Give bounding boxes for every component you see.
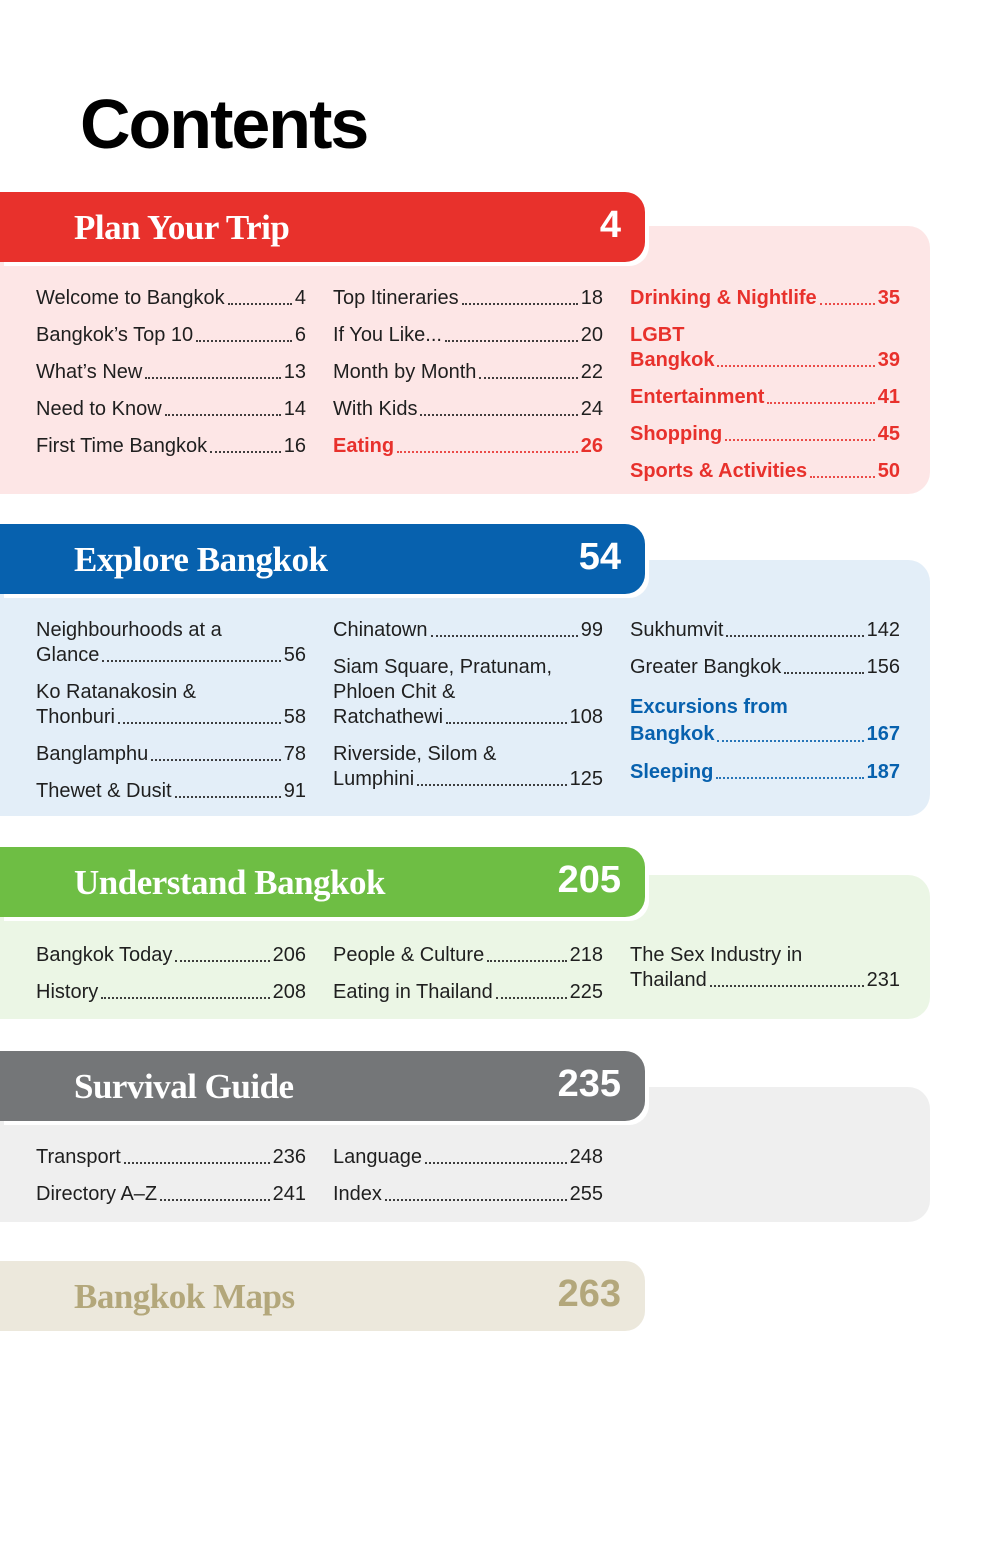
toc-entry-highlight[interactable] <box>630 286 900 311</box>
entry-page: 206 <box>272 944 306 966</box>
entry-label-line: Riverside, Silom & <box>333 743 497 765</box>
leader-dots <box>431 635 578 637</box>
entry-page: 91 <box>283 780 306 802</box>
understand-column-2 <box>333 943 603 1017</box>
toc-entry[interactable] <box>36 943 306 968</box>
leader-dots <box>417 784 566 786</box>
leader-dots <box>145 377 280 379</box>
section-plan-your-trip <box>0 192 1008 494</box>
toc-entry[interactable] <box>36 779 306 804</box>
leader-dots <box>165 414 281 416</box>
entry-page: 6 <box>294 324 306 346</box>
entry-page: 13 <box>283 361 306 383</box>
toc-entry[interactable] <box>333 1182 603 1207</box>
entry-page: 4 <box>294 287 306 309</box>
leader-dots <box>118 722 281 724</box>
leader-dots <box>160 1199 269 1201</box>
entry-label: History <box>36 981 99 1003</box>
leader-dots <box>496 997 567 999</box>
entry-page: 99 <box>580 619 603 641</box>
section-bangkok-maps <box>0 1261 1008 1331</box>
toc-entry[interactable] <box>333 980 603 1005</box>
leader-dots <box>151 759 280 761</box>
entry-label: Sports & Activities <box>630 460 808 482</box>
plan-page-number: 4 <box>599 204 621 246</box>
understand-page-number: 205 <box>557 859 621 901</box>
entry-label: With Kids <box>333 398 418 420</box>
leader-dots <box>716 777 863 779</box>
entry-label: Bangkok <box>630 723 715 745</box>
toc-entry[interactable] <box>333 1145 603 1170</box>
entry-label-line: Neighbourhoods at a <box>36 619 222 641</box>
section-survival-guide <box>0 1051 1008 1222</box>
entry-label: If You Like... <box>333 324 442 346</box>
survival-title: Survival Guide <box>74 1067 294 1106</box>
leader-dots <box>810 476 875 478</box>
entry-label-line: LGBT <box>630 324 685 346</box>
leader-dots <box>228 303 292 305</box>
entry-label-line: Excursions from <box>630 696 788 718</box>
entry-label: Glance <box>36 644 100 666</box>
entry-page: 16 <box>283 435 306 457</box>
plan-title: Plan Your Trip <box>74 208 290 247</box>
entry-page: 241 <box>272 1183 306 1205</box>
survival-page-number: 235 <box>557 1063 621 1105</box>
entry-label-line: Ko Ratanakosin & <box>36 681 197 703</box>
toc-entry[interactable] <box>36 397 306 422</box>
entry-label: Sukhumvit <box>630 619 724 641</box>
explore-page-number: 54 <box>578 536 621 578</box>
toc-entry[interactable] <box>36 1182 306 1207</box>
leader-dots <box>196 340 292 342</box>
toc-entry-highlight[interactable] <box>630 422 900 447</box>
toc-entry[interactable] <box>333 943 603 968</box>
entry-page: 187 <box>866 761 900 783</box>
entry-label: Eating in Thailand <box>333 981 493 1003</box>
entry-label: Bangkok Today <box>36 944 173 966</box>
understand-column-1 <box>36 943 306 1017</box>
entry-label-line: The Sex Industry in <box>630 944 803 966</box>
leader-dots <box>102 660 280 662</box>
plan-column-2 <box>333 286 603 471</box>
toc-entry-highlight[interactable] <box>630 459 900 484</box>
leader-dots <box>726 635 863 637</box>
section-understand-bangkok <box>0 847 1008 1019</box>
entry-label: Thonburi <box>36 706 115 728</box>
toc-entry[interactable] <box>36 1145 306 1170</box>
entry-page: 14 <box>283 398 306 420</box>
toc-entry-highlight[interactable] <box>630 385 900 410</box>
toc-entry-highlight[interactable] <box>630 694 900 748</box>
survival-banner[interactable] <box>0 1051 645 1121</box>
entry-page: 236 <box>272 1146 306 1168</box>
leader-dots <box>210 451 281 453</box>
entry-page: 218 <box>569 944 603 966</box>
entry-page: 20 <box>580 324 603 346</box>
toc-entry[interactable] <box>36 360 306 385</box>
leader-dots <box>445 340 578 342</box>
leader-dots <box>767 402 874 404</box>
leader-dots <box>425 1162 567 1164</box>
toc-entry[interactable] <box>36 434 306 459</box>
survival-column-1 <box>36 1145 306 1219</box>
explore-title: Explore Bangkok <box>74 540 328 579</box>
entry-page: 35 <box>877 287 900 309</box>
toc-entry[interactable] <box>630 655 900 680</box>
entry-label: Bangkok’s Top 10 <box>36 324 194 346</box>
entry-page: 26 <box>580 435 603 457</box>
entry-page: 142 <box>866 619 900 641</box>
entry-page: 125 <box>569 768 603 790</box>
entry-page: 22 <box>580 361 603 383</box>
plan-column-1 <box>36 286 306 471</box>
toc-entry[interactable] <box>333 397 603 422</box>
leader-dots <box>124 1162 270 1164</box>
entry-page: 167 <box>866 723 900 745</box>
leader-dots <box>710 985 864 987</box>
understand-banner[interactable] <box>0 847 645 917</box>
understand-title: Understand Bangkok <box>74 863 385 902</box>
entry-label: Index <box>333 1183 382 1205</box>
entry-page: 208 <box>272 981 306 1003</box>
toc-entry[interactable] <box>36 680 306 730</box>
entry-label: Top Itineraries <box>333 287 459 309</box>
leader-dots <box>717 365 874 367</box>
entry-page: 58 <box>283 706 306 728</box>
entry-label: Directory A–Z <box>36 1183 158 1205</box>
toc-entry[interactable] <box>333 286 603 311</box>
entry-label: Ratchathewi <box>333 706 444 728</box>
toc-entry[interactable] <box>333 360 603 385</box>
entry-label: Sleeping <box>630 761 714 783</box>
leader-dots <box>717 740 863 742</box>
section-explore-bangkok <box>0 524 1008 816</box>
understand-column-3 <box>630 943 900 1005</box>
entry-label: Thewet & Dusit <box>36 780 172 802</box>
explore-banner[interactable] <box>0 524 645 594</box>
entry-label: Need to Know <box>36 398 162 420</box>
maps-page-number: 263 <box>557 1273 621 1315</box>
entry-page: 156 <box>866 656 900 678</box>
entry-label: Transport <box>36 1146 121 1168</box>
toc-entry[interactable] <box>36 980 306 1005</box>
toc-entry[interactable] <box>36 286 306 311</box>
survival-column-2 <box>333 1145 603 1219</box>
entry-label: Shopping <box>630 423 723 445</box>
toc-entry[interactable] <box>333 655 603 730</box>
toc-entry-highlight[interactable] <box>333 434 603 459</box>
entry-page: 41 <box>877 386 900 408</box>
explore-column-2 <box>333 618 603 804</box>
plan-column-3 <box>630 286 900 496</box>
entry-label: Entertainment <box>630 386 765 408</box>
entry-page: 45 <box>877 423 900 445</box>
toc-entry[interactable] <box>333 742 603 792</box>
leader-dots <box>397 451 578 453</box>
entry-label-line: Siam Square, Pratunam, <box>333 656 552 678</box>
plan-banner[interactable] <box>0 192 645 262</box>
entry-label: Drinking & Nightlife <box>630 287 817 309</box>
entry-label: Eating <box>333 435 395 457</box>
leader-dots <box>820 303 875 305</box>
leader-dots <box>446 722 567 724</box>
leader-dots <box>487 960 566 962</box>
entry-page: 78 <box>283 743 306 765</box>
toc-entry[interactable] <box>36 742 306 767</box>
leader-dots <box>175 960 269 962</box>
page-title: Contents <box>80 85 368 163</box>
entry-page: 231 <box>866 969 900 991</box>
toc-entry[interactable] <box>36 618 306 668</box>
entry-label: Bangkok <box>630 349 715 371</box>
entry-label: Chinatown <box>333 619 428 641</box>
entry-page: 56 <box>283 644 306 666</box>
entry-label: Thailand <box>630 969 707 991</box>
entry-page: 108 <box>569 706 603 728</box>
entry-label: What’s New <box>36 361 143 383</box>
leader-dots <box>784 672 863 674</box>
entry-label: Welcome to Bangkok <box>36 287 225 309</box>
entry-page: 255 <box>569 1183 603 1205</box>
entry-page: 225 <box>569 981 603 1003</box>
entry-page: 50 <box>877 460 900 482</box>
toc-entry[interactable] <box>630 943 900 993</box>
toc-entry[interactable] <box>36 323 306 348</box>
leader-dots <box>420 414 577 416</box>
leader-dots <box>101 997 269 999</box>
entry-label: Greater Bangkok <box>630 656 782 678</box>
entry-label: Lumphini <box>333 768 415 790</box>
entry-label-line: Phloen Chit & <box>333 681 456 703</box>
toc-entry[interactable] <box>333 618 603 643</box>
maps-banner[interactable] <box>0 1261 645 1331</box>
entry-label: Month by Month <box>333 361 477 383</box>
toc-entry-highlight[interactable] <box>630 760 900 785</box>
leader-dots <box>385 1199 567 1201</box>
explore-column-1 <box>36 618 306 816</box>
entry-label: Language <box>333 1146 422 1168</box>
maps-title: Bangkok Maps <box>74 1277 295 1316</box>
toc-entry[interactable] <box>333 323 603 348</box>
entry-page: 18 <box>580 287 603 309</box>
leader-dots <box>462 303 578 305</box>
entry-label: First Time Bangkok <box>36 435 208 457</box>
toc-entry-highlight[interactable] <box>630 323 900 373</box>
entry-page: 248 <box>569 1146 603 1168</box>
leader-dots <box>479 377 577 379</box>
entry-label: People & Culture <box>333 944 485 966</box>
toc-entry[interactable] <box>630 618 900 643</box>
entry-page: 24 <box>580 398 603 420</box>
leader-dots <box>725 439 875 441</box>
entry-label: Banglamphu <box>36 743 149 765</box>
leader-dots <box>175 796 281 798</box>
entry-page: 39 <box>877 349 900 371</box>
explore-column-3 <box>630 618 900 797</box>
